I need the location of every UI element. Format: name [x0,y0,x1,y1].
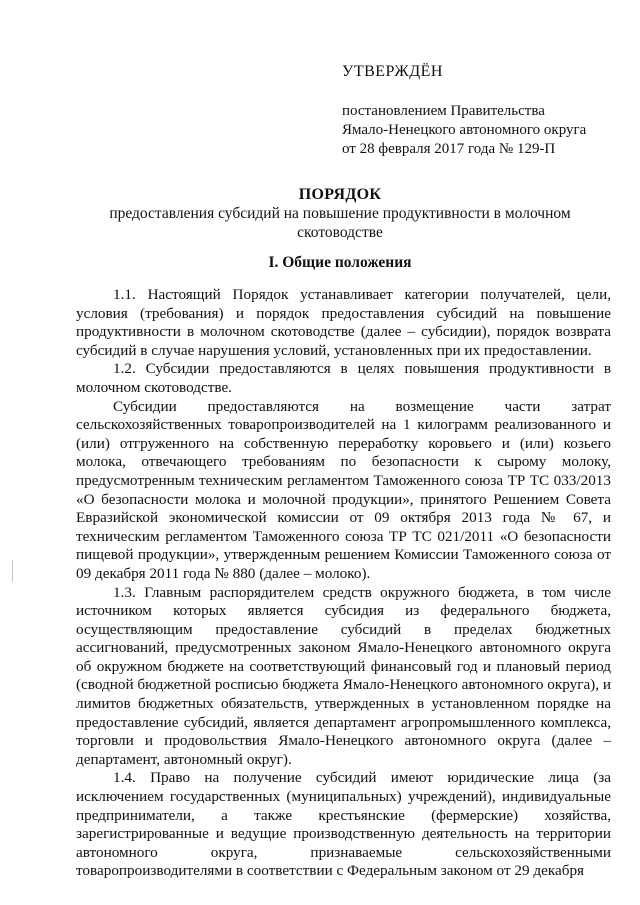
paragraph-1-4: 1.4. Право на получение субсидий имеют юридические лица (за исключением государственных (муниципальных) учреждений), индивидуальные предприниматели, а также крестьянские (фермерские) хозяйства, зарегистрированные и ведущие производственную деятельность на территории автономного округа, признаваемые сельскохозяйственными товаропроизводителями в соответствии с Федеральным законом от 29 декабря [76,769,611,880]
section-title: I. Общие положения [268,254,412,271]
paragraph-1-3: 1.3. Главным распорядителем средств окружного бюджета, в том числе источником которых является субсидия из федерального бюджета, осуществляющим предоставление субсидий в пределах бюджетных ассигнований, предусмотренных законом Ямало-Ненецкого автономного округа об окружном бюджете на соответствующий финансовый год и плановый период (сводной бюджетной росписью бюджета Ямало-Ненецкого автономного округа), и лимитов бюджетных обязательств, утвержденных в установленном порядке на предоставление субсидий, является департамент агропромышленного комплекса, торговли и продовольствия Ямало-Ненецкого автономного округа (далее – департамент, автономный округ). [76,583,611,768]
paragraph-1-1: 1.1. Настоящий Порядок устанавливает категории получателей, цели, условия (требования) и порядок предоставления субсидий на повышение продуктивности в молочном скотоводстве (далее – субсидии), порядок возврата субсидий в случае нарушения условий, установленных при их предоставлении. [76,286,611,359]
approval-line-3: от 28 февраля 2017 года № 129-П [342,141,556,157]
approval-block [342,62,612,159]
approval-line-1: постановлением Правительства [342,103,545,119]
paragraph-1-2: 1.2. Субсидии предоставляются в целях повышения продуктивности в молочном скотоводстве. [76,360,611,396]
paragraph-subsidy-purpose: Субсидии предоставляются на возмещение части затрат сельскохозяйственных товаропроизводителей на 1 килограмм реализованного и (или) отгруженного на собственную переработку коровьего и (или) козьего молока, отвечающего требованиям по безопасности к сырому молоку, предусмотренным техническим регламентом Таможенного союза ТР ТС 033/2013 «О безопасности молока и молочной продукции», принятого Решением Совета Евразийской экономической комиссии от 09 октября 2013 года № 67, и техническим регламентом Таможенного союза ТР ТС 021/2011 «О безопасности пищевой продукции», утвержденным решением Комиссии Таможенного союза от 09 декабря 2011 года № 880 (далее – молоко). [76,397,611,582]
scan-margin-mark [12,560,13,582]
document-title: ПОРЯДОК [298,186,382,203]
document-subtitle: предоставления субсидий на повышение продуктивности в молочном скотоводстве [109,205,571,241]
approval-line-2: Ямало-Ненецкого автономного округа [342,122,587,138]
document-body [76,286,611,881]
approval-title: УТВЕРЖДЁН [342,63,443,80]
